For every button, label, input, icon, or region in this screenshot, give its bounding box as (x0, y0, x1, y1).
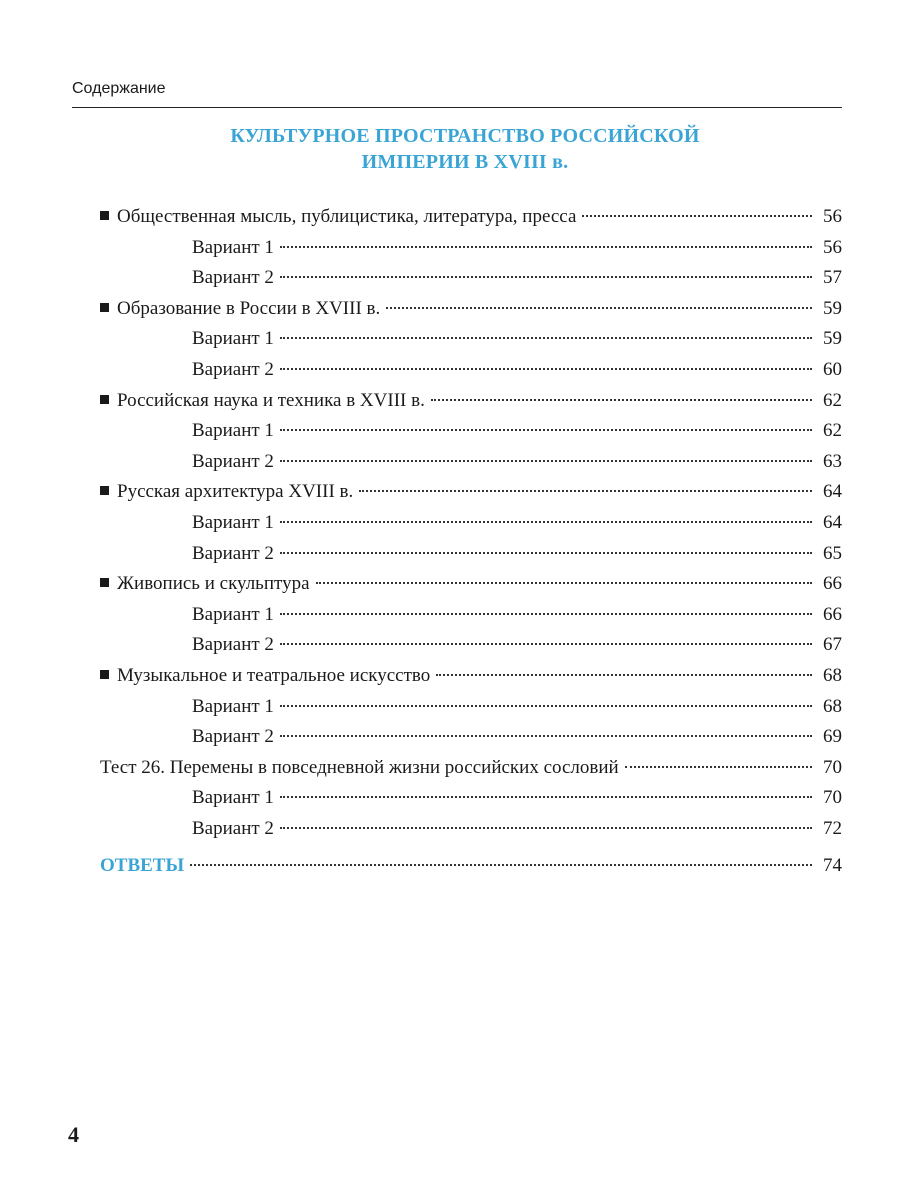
dot-leader (280, 613, 812, 615)
toc-entry-label: Вариант 1 (192, 787, 274, 809)
toc-entry-page: 70 (823, 787, 842, 809)
page-number: 4 (68, 1122, 79, 1147)
toc-entry-page: 69 (823, 726, 842, 748)
dot-leader (280, 796, 812, 798)
toc-entry-topic (100, 661, 842, 691)
toc-entry-variant (192, 447, 842, 477)
toc-entry-topic (100, 386, 842, 416)
toc-entry-page: 74 (823, 854, 842, 876)
dot-leader (280, 337, 812, 339)
dot-leader (280, 246, 812, 248)
square-bullet-icon (100, 670, 109, 679)
toc-entry-label: Вариант 2 (192, 818, 274, 839)
toc-entry-variant (192, 630, 842, 660)
dot-leader (280, 429, 812, 431)
toc-entry-label: Вариант 2 (192, 450, 274, 472)
dot-leader (280, 827, 812, 829)
toc-entry-answers (100, 851, 842, 881)
toc-entry-label: ОТВЕТЫ (100, 854, 185, 876)
toc-entry-page: 62 (823, 420, 842, 442)
toc-entry-page: 67 (823, 634, 842, 656)
toc-entry-label: Вариант 1 (192, 328, 274, 350)
square-bullet-icon (100, 486, 109, 495)
toc-entry-page: 56 (823, 236, 842, 258)
dot-leader (436, 674, 812, 676)
section-title (150, 123, 780, 175)
toc-entry-label: Тест 26. Перемены в повседневной жизни российских сословий (100, 756, 619, 778)
toc-entry-variant (192, 263, 842, 293)
toc-entry-variant (192, 722, 842, 752)
dot-leader (359, 490, 812, 492)
dot-leader (625, 766, 812, 768)
toc-entry-variant (192, 233, 842, 263)
toc-entry-label: Вариант 2 (192, 267, 274, 289)
toc-entry-page: 59 (823, 297, 842, 319)
section-title-line-2: ИМПЕРИИ В XVIII в. (361, 151, 569, 173)
toc-entry-page: 63 (823, 450, 842, 472)
toc-entry-page: 64 (823, 481, 842, 503)
toc-entry-page: 56 (823, 206, 842, 227)
dot-leader (280, 643, 812, 645)
toc-entry-variant (192, 814, 842, 844)
dot-leader (280, 552, 812, 554)
dot-leader (386, 307, 812, 309)
dot-leader (280, 735, 812, 737)
toc-entry-page: 64 (823, 512, 842, 533)
toc-entry-topic (100, 294, 842, 324)
toc-entry-page: 60 (823, 359, 842, 380)
square-bullet-icon (100, 303, 109, 312)
dot-leader (280, 705, 812, 707)
square-bullet-icon (100, 211, 109, 220)
toc-entry-page: 70 (823, 756, 842, 778)
toc-entry-label: Вариант 2 (192, 542, 274, 564)
toc-entry-label: Вариант 1 (192, 420, 274, 442)
toc-entry-page: 66 (823, 603, 842, 625)
toc-entry-topic (100, 477, 842, 507)
toc-entry-page: 62 (823, 389, 842, 411)
dot-leader (280, 276, 812, 278)
toc-entry-label: Общественная мысль, публицистика, литература, пресса (117, 206, 577, 227)
toc-entry-variant (192, 783, 842, 813)
toc-entry-page: 66 (823, 573, 842, 595)
toc-entry-label: Вариант 1 (192, 603, 274, 625)
section-title-line-1: КУЛЬТУРНОЕ ПРОСТРАНСТВО РОССИЙСКОЙ (230, 125, 700, 147)
toc-entry-label: Живопись и скульптура (117, 573, 310, 595)
dot-leader (316, 582, 813, 584)
toc-entry-variant (192, 539, 842, 569)
toc-entry-page: 57 (823, 267, 842, 289)
toc-entry-label: Вариант 2 (192, 726, 274, 748)
toc-entry-test (100, 753, 842, 783)
toc-entry-page: 68 (823, 665, 842, 686)
toc-entry-label: Русская архитектура XVIII в. (117, 481, 354, 503)
dot-leader (280, 460, 812, 462)
toc-entry-variant (192, 324, 842, 354)
toc-entry-page: 68 (823, 695, 842, 717)
dot-leader (431, 399, 812, 401)
square-bullet-icon (100, 395, 109, 404)
toc-entry-variant (192, 355, 842, 385)
toc-entry-label: Вариант 1 (192, 695, 274, 717)
toc-entry-variant (192, 600, 842, 630)
dot-leader (280, 368, 812, 370)
toc-entry-topic (100, 569, 842, 599)
toc-entry-page: 65 (823, 542, 842, 564)
toc-entry-variant (192, 692, 842, 722)
toc-entry-label: Музыкальное и театральное искусство (117, 665, 431, 686)
toc-entry-variant (192, 416, 842, 446)
header-rule (72, 107, 842, 108)
toc-entry-label: Вариант 2 (192, 634, 274, 656)
toc-entry-label: Образование в России в XVIII в. (117, 297, 381, 319)
toc-entry-page: 72 (823, 818, 842, 839)
toc-entry-topic (100, 202, 842, 232)
running-head: Содержание (72, 80, 166, 97)
dot-leader (190, 864, 812, 866)
dot-leader (280, 521, 812, 523)
dot-leader (582, 215, 812, 217)
square-bullet-icon (100, 578, 109, 587)
toc-entry-label: Российская наука и техника в XVIII в. (117, 389, 425, 411)
toc-entry-label: Вариант 1 (192, 236, 274, 258)
toc-entry-label: Вариант 2 (192, 359, 274, 380)
toc-entry-page: 59 (823, 328, 842, 350)
toc-entry-variant (192, 508, 842, 538)
toc-entry-label: Вариант 1 (192, 512, 274, 533)
